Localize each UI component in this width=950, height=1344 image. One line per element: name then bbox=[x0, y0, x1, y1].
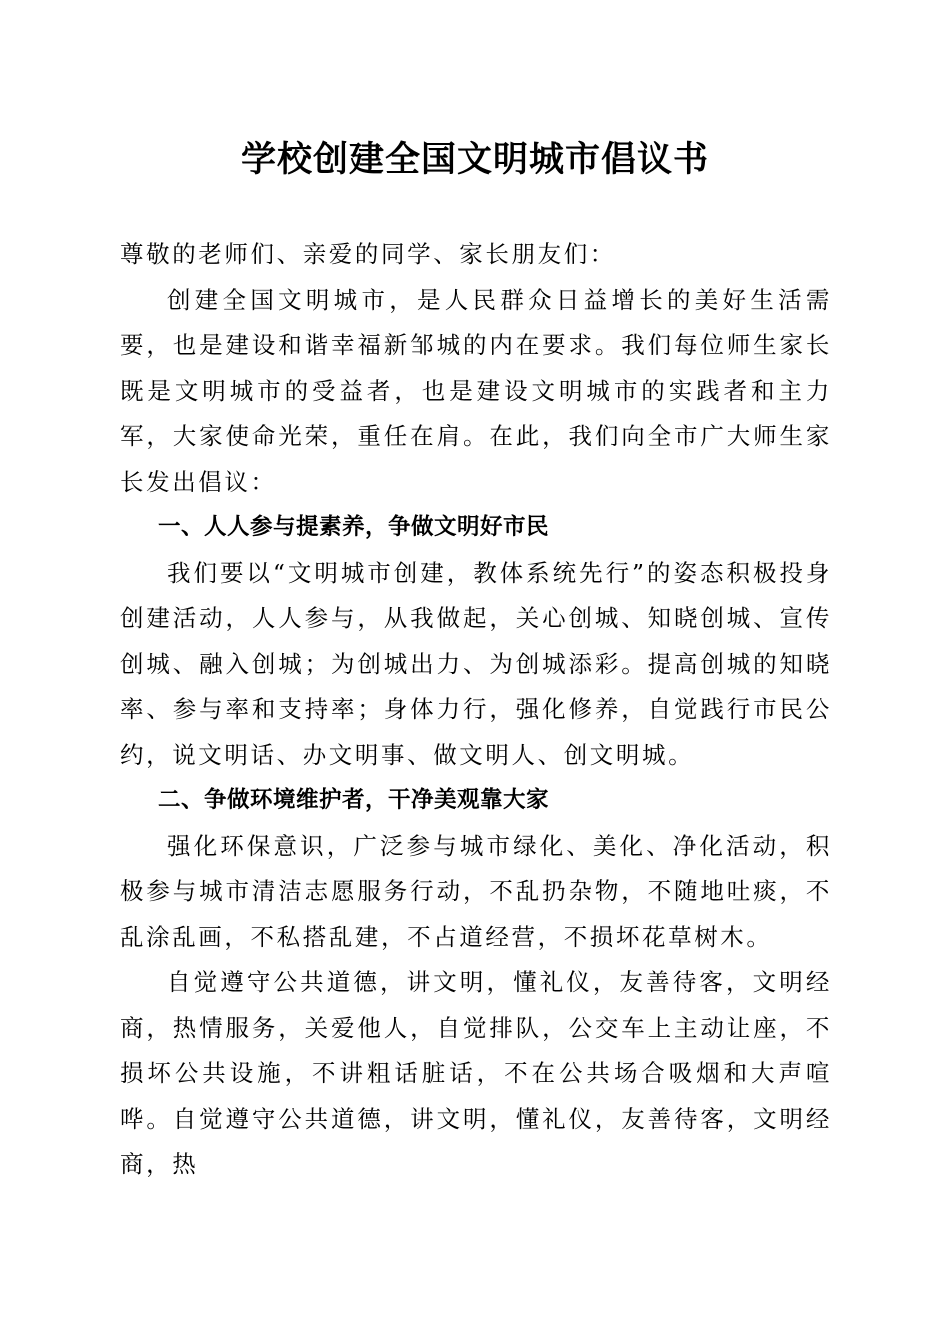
section-2-paragraph-b: 自觉遵守公共道德，讲文明，懂礼仪，友善待客，文明经商，热情服务，关爱他人，自觉排队，公交车上主动让座，不损坏公共设施，不讲粗话脏话，不在公共场合吸烟和大声喧哗。自觉遵守公共道德，讲文明，懂礼仪，友善待客，文明经商，热 bbox=[120, 968, 832, 1178]
section-heading-2: 二、争做环境维护者，干净美观靠大家 bbox=[158, 787, 550, 813]
document-body bbox=[120, 232, 832, 1188]
document-title: 学校创建全国文明城市倡议书 bbox=[240, 139, 709, 180]
intro-paragraph: 创建全国文明城市，是人民群众日益增长的美好生活需要，也是建设和谐幸福新邹城的内在要求。我们每位师生家长既是文明城市的受益者，也是建设文明城市的实践者和主力军，大家使命光荣，重任在肩。在此，我们向全市广大师生家长发出倡议： bbox=[120, 285, 832, 496]
section-1-paragraph: 我们要以“文明城市创建，教体系统先行”的姿态积极投身创建活动，人人参与，从我做起，关心创城、知晓创城、宣传创城、融入创城；为创城出力、为创城添彩。提高创城的知晓率、参与率和支持率；身体力行，强化修养，自觉践行市民公约，说文明话、办文明事、做文明人、创文明城。 bbox=[120, 558, 832, 769]
section-2-paragraph-a: 强化环保意识，广泛参与城市绿化、美化、净化活动，积极参与城市清洁志愿服务行动，不乱扔杂物，不随地吐痰，不乱涂乱画，不私搭乱建，不占道经营，不损坏花草树木。 bbox=[120, 831, 832, 951]
section-heading-1: 一、人人参与提素养，争做文明好市民 bbox=[158, 514, 550, 540]
salutation: 尊敬的老师们、亲爱的同学、家长朋友们： bbox=[120, 240, 616, 268]
